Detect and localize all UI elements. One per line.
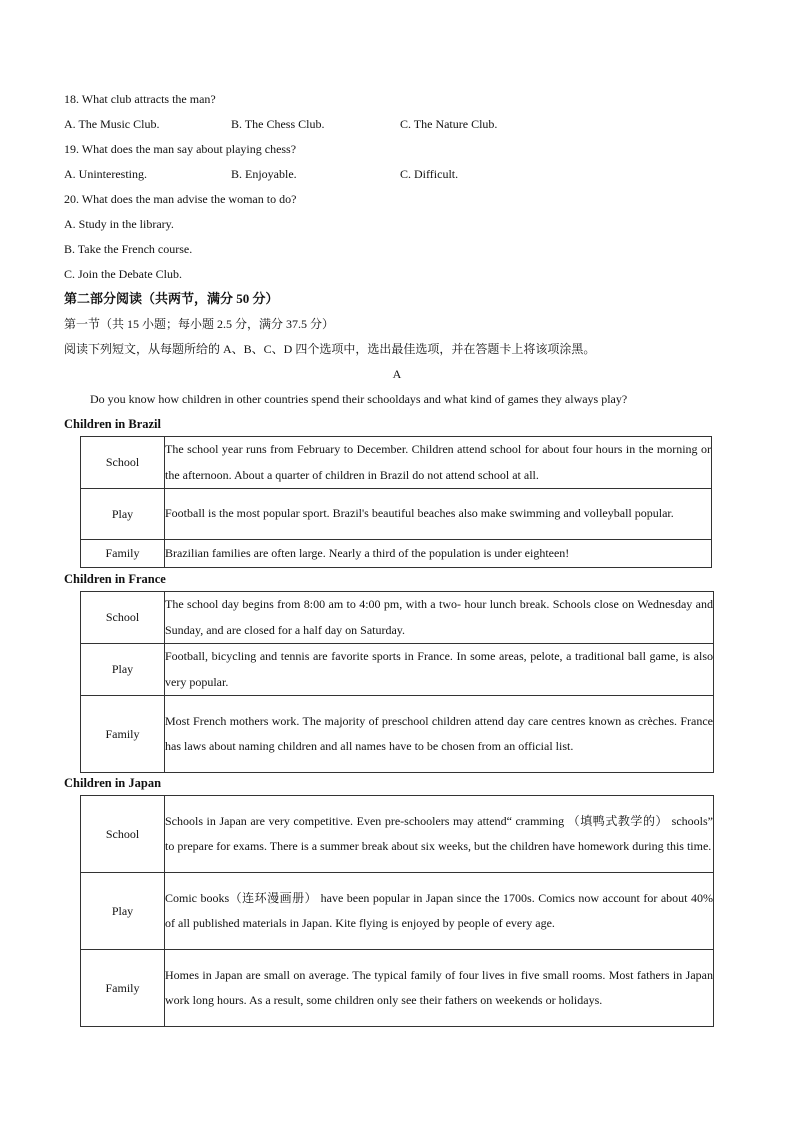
row-label: School — [81, 437, 165, 489]
table-row — [81, 437, 712, 489]
row-text: Comic books（连环漫画册） have been popular in Japan since the 1700s. Comics now account for about 40% of all published materials in Japan. Kite flying is enjoyed by people of every age. — [165, 873, 714, 950]
row-text: Football is the most popular sport. Brazil's beautiful beaches also make swimming and volleyball popular. — [165, 489, 712, 540]
row-label: School — [81, 796, 165, 873]
row-label: School — [81, 592, 165, 644]
row-label: Play — [81, 644, 165, 696]
question-19-option-a: A. Uninteresting. — [64, 167, 147, 181]
question-20-stem: 20. What does the man advise the woman to do? — [64, 192, 297, 206]
row-text: Most French mothers work. The majority of preschool children attend day care centres known as crèches. France has laws about naming children and all names have to be chosen from an official list. — [165, 696, 714, 773]
row-label: Family — [81, 950, 165, 1027]
question-19-option-b: B. Enjoyable. — [231, 167, 297, 181]
row-label: Family — [81, 540, 165, 568]
table-row — [81, 540, 712, 568]
row-text: Brazilian families are often large. Nearly a third of the population is under eighteen! — [165, 540, 712, 568]
row-text: The school year runs from February to December. Children attend school for about four hours in the morning or the afternoon. About a quarter of children in Brazil do not attend school at all. — [165, 437, 712, 489]
question-18-option-b: B. The Chess Club. — [231, 117, 325, 131]
japan-table — [80, 795, 714, 1027]
question-18-stem: 18. What club attracts the man? — [64, 92, 216, 106]
table-row — [81, 696, 714, 773]
table-row — [81, 950, 714, 1027]
part2-title: 第二部分阅读（共两节，满分 50 分） — [64, 291, 279, 306]
row-label: Play — [81, 873, 165, 950]
question-20-option-b: B. Take the French course. — [64, 242, 193, 256]
france-table — [80, 591, 714, 773]
row-text: The school day begins from 8:00 am to 4:00 pm, with a two- hour lunch break. Schools close on Wednesday and Sunday, and are closed for a half day on Saturday. — [165, 592, 714, 644]
question-18-option-c: C. The Nature Club. — [400, 117, 498, 131]
question-19-option-c: C. Difficult. — [400, 167, 459, 181]
question-18-option-a: A. The Music Club. — [64, 117, 160, 131]
row-label: Play — [81, 489, 165, 540]
passage-intro: Do you know how children in other countries spend their schooldays and what kind of games they always play? — [90, 392, 628, 406]
instruction-text: 阅读下列短文，从每题所给的 A、B、C、D 四个选项中，选出最佳选项，并在答题卡上将该项涂黑。 — [64, 342, 596, 356]
section1-title: 第一节（共 15 小题；每小题 2.5 分，满分 37.5 分） — [64, 317, 335, 331]
table-row — [81, 796, 714, 873]
question-20-option-a: A. Study in the library. — [64, 217, 174, 231]
table-row — [81, 644, 714, 696]
brazil-table — [80, 436, 712, 568]
row-text: Football, bicycling and tennis are favorite sports in France. In some areas, pelote, a traditional ball game, is also very popular. — [165, 644, 714, 696]
question-20-option-c: C. Join the Debate Club. — [64, 267, 182, 281]
row-label: Family — [81, 696, 165, 773]
table-row — [81, 489, 712, 540]
japan-title: Children in Japan — [64, 776, 162, 790]
question-19-stem: 19. What does the man say about playing chess? — [64, 142, 297, 156]
france-title: Children in France — [64, 572, 166, 586]
brazil-title: Children in Brazil — [64, 417, 162, 431]
passage-letter: A — [392, 367, 402, 381]
row-text: Homes in Japan are small on average. The typical family of four lives in five small rooms. Most fathers in Japan work long hours. As a result, some children only see their fathers on weekends or holidays. — [165, 950, 714, 1027]
table-row — [81, 592, 714, 644]
table-row — [81, 873, 714, 950]
row-text: Schools in Japan are very competitive. Even pre-schoolers may attend“ cramming （填鸭式教学的） schools” to prepare for exams. There is a summer break about six weeks, but the children have homework during this time. — [165, 796, 714, 873]
